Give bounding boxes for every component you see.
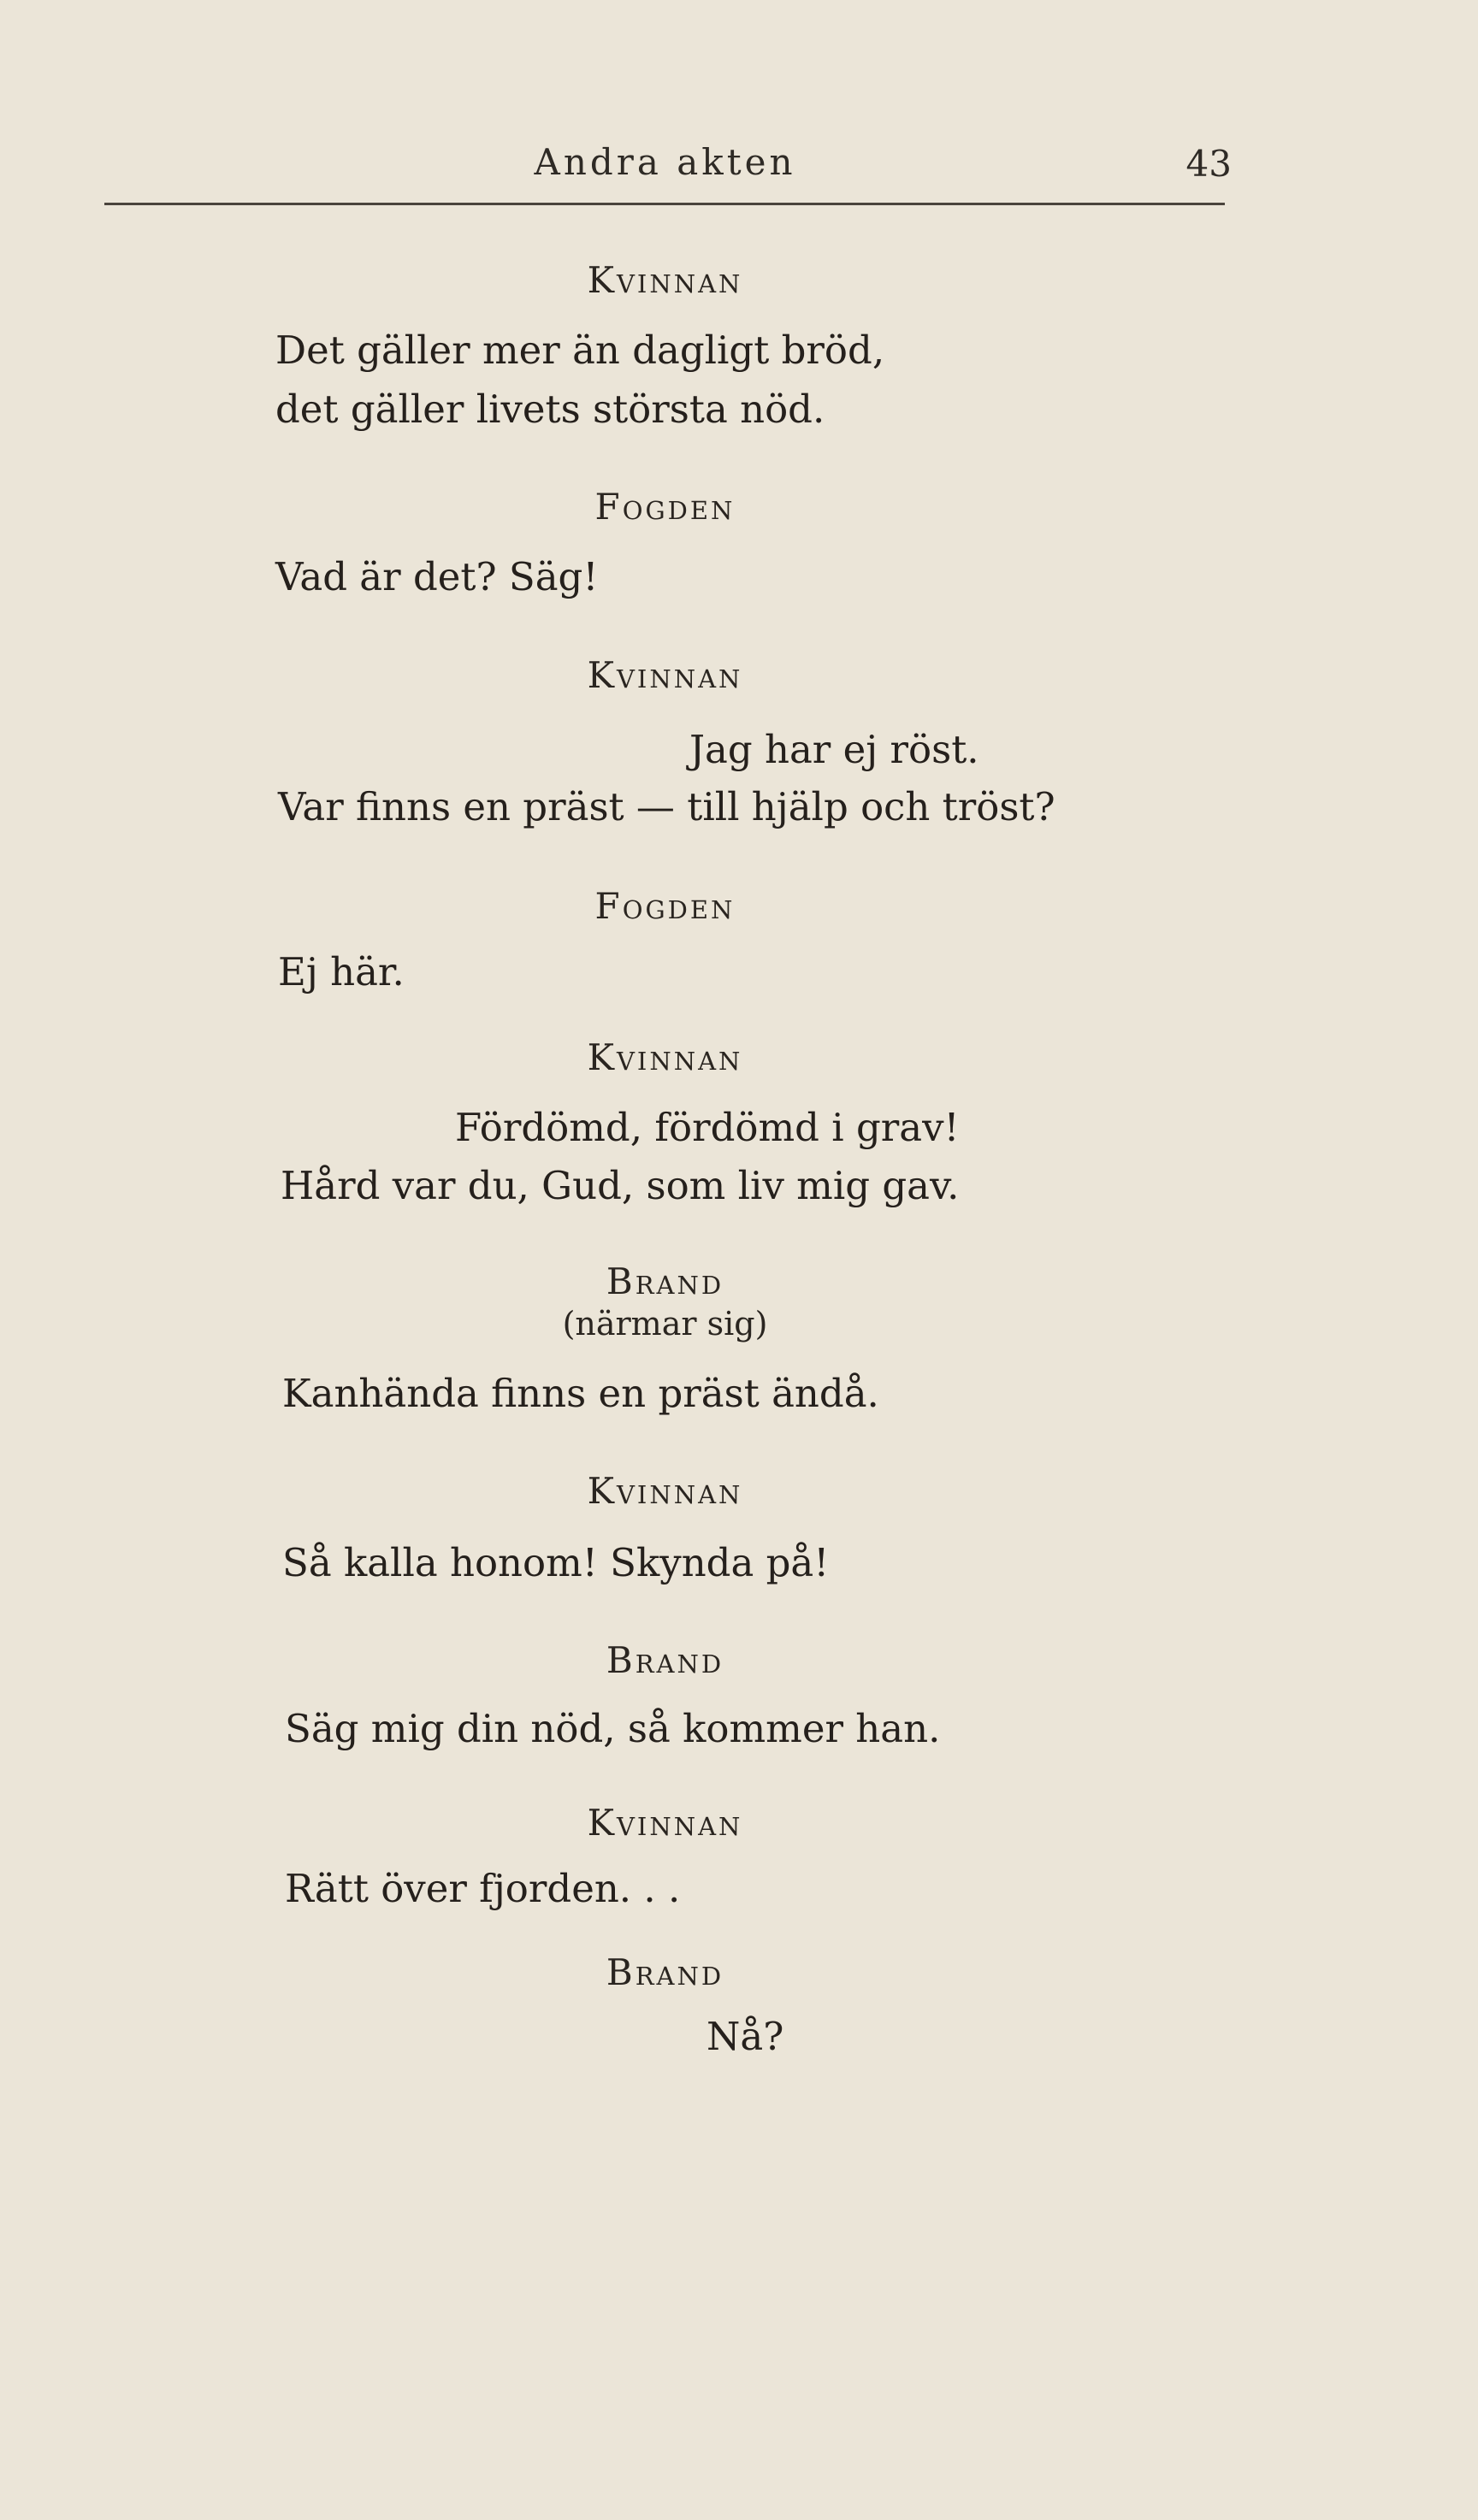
- speaker-name: Fogden: [594, 486, 736, 528]
- verse-line: Säg mig din nöd, så kommer han.: [285, 1706, 941, 1751]
- verse-line: Hård var du, Gud, som liv mig gav.: [281, 1163, 960, 1208]
- speaker-name: Kvinnan: [587, 654, 743, 696]
- header-rule: [104, 203, 1225, 205]
- verse-line: Kanhända finns en präst ändå.: [282, 1371, 879, 1416]
- verse-line: Rätt över fjorden. . .: [285, 1866, 681, 1911]
- speaker-name: Fogden: [594, 885, 736, 927]
- verse-line: Jag har ej röst.: [689, 727, 979, 772]
- speaker-name: Kvinnan: [587, 1802, 743, 1844]
- verse-line: Så kalla honom! Skynda på!: [282, 1540, 830, 1585]
- verse-line: Det gäller mer än dagligt bröd,: [275, 328, 885, 373]
- speaker-name: Brand: [606, 1639, 724, 1681]
- speaker-name: Brand: [606, 1951, 724, 1993]
- speaker-name: Brand: [606, 1260, 724, 1302]
- speaker-name: Kvinnan: [587, 1470, 743, 1512]
- page-header: [0, 141, 1478, 201]
- verse-line: Nå?: [706, 2014, 784, 2059]
- speaker-name: Kvinnan: [587, 1036, 743, 1078]
- verse-line: Var finns en präst — till hjälp och tröst?: [278, 784, 1055, 829]
- page-number: 43: [1185, 143, 1232, 185]
- verse-line: Ej här.: [278, 949, 405, 994]
- running-head: Andra akten: [534, 141, 796, 183]
- speaker-name: Kvinnan: [587, 259, 743, 301]
- verse-line: Vad är det? Säg!: [275, 554, 599, 599]
- verse-line: Fördömd, fördömd i grav!: [455, 1105, 960, 1150]
- stage-direction: (närmar sig): [562, 1305, 768, 1343]
- verse-line: det gäller livets största nöd.: [275, 387, 825, 432]
